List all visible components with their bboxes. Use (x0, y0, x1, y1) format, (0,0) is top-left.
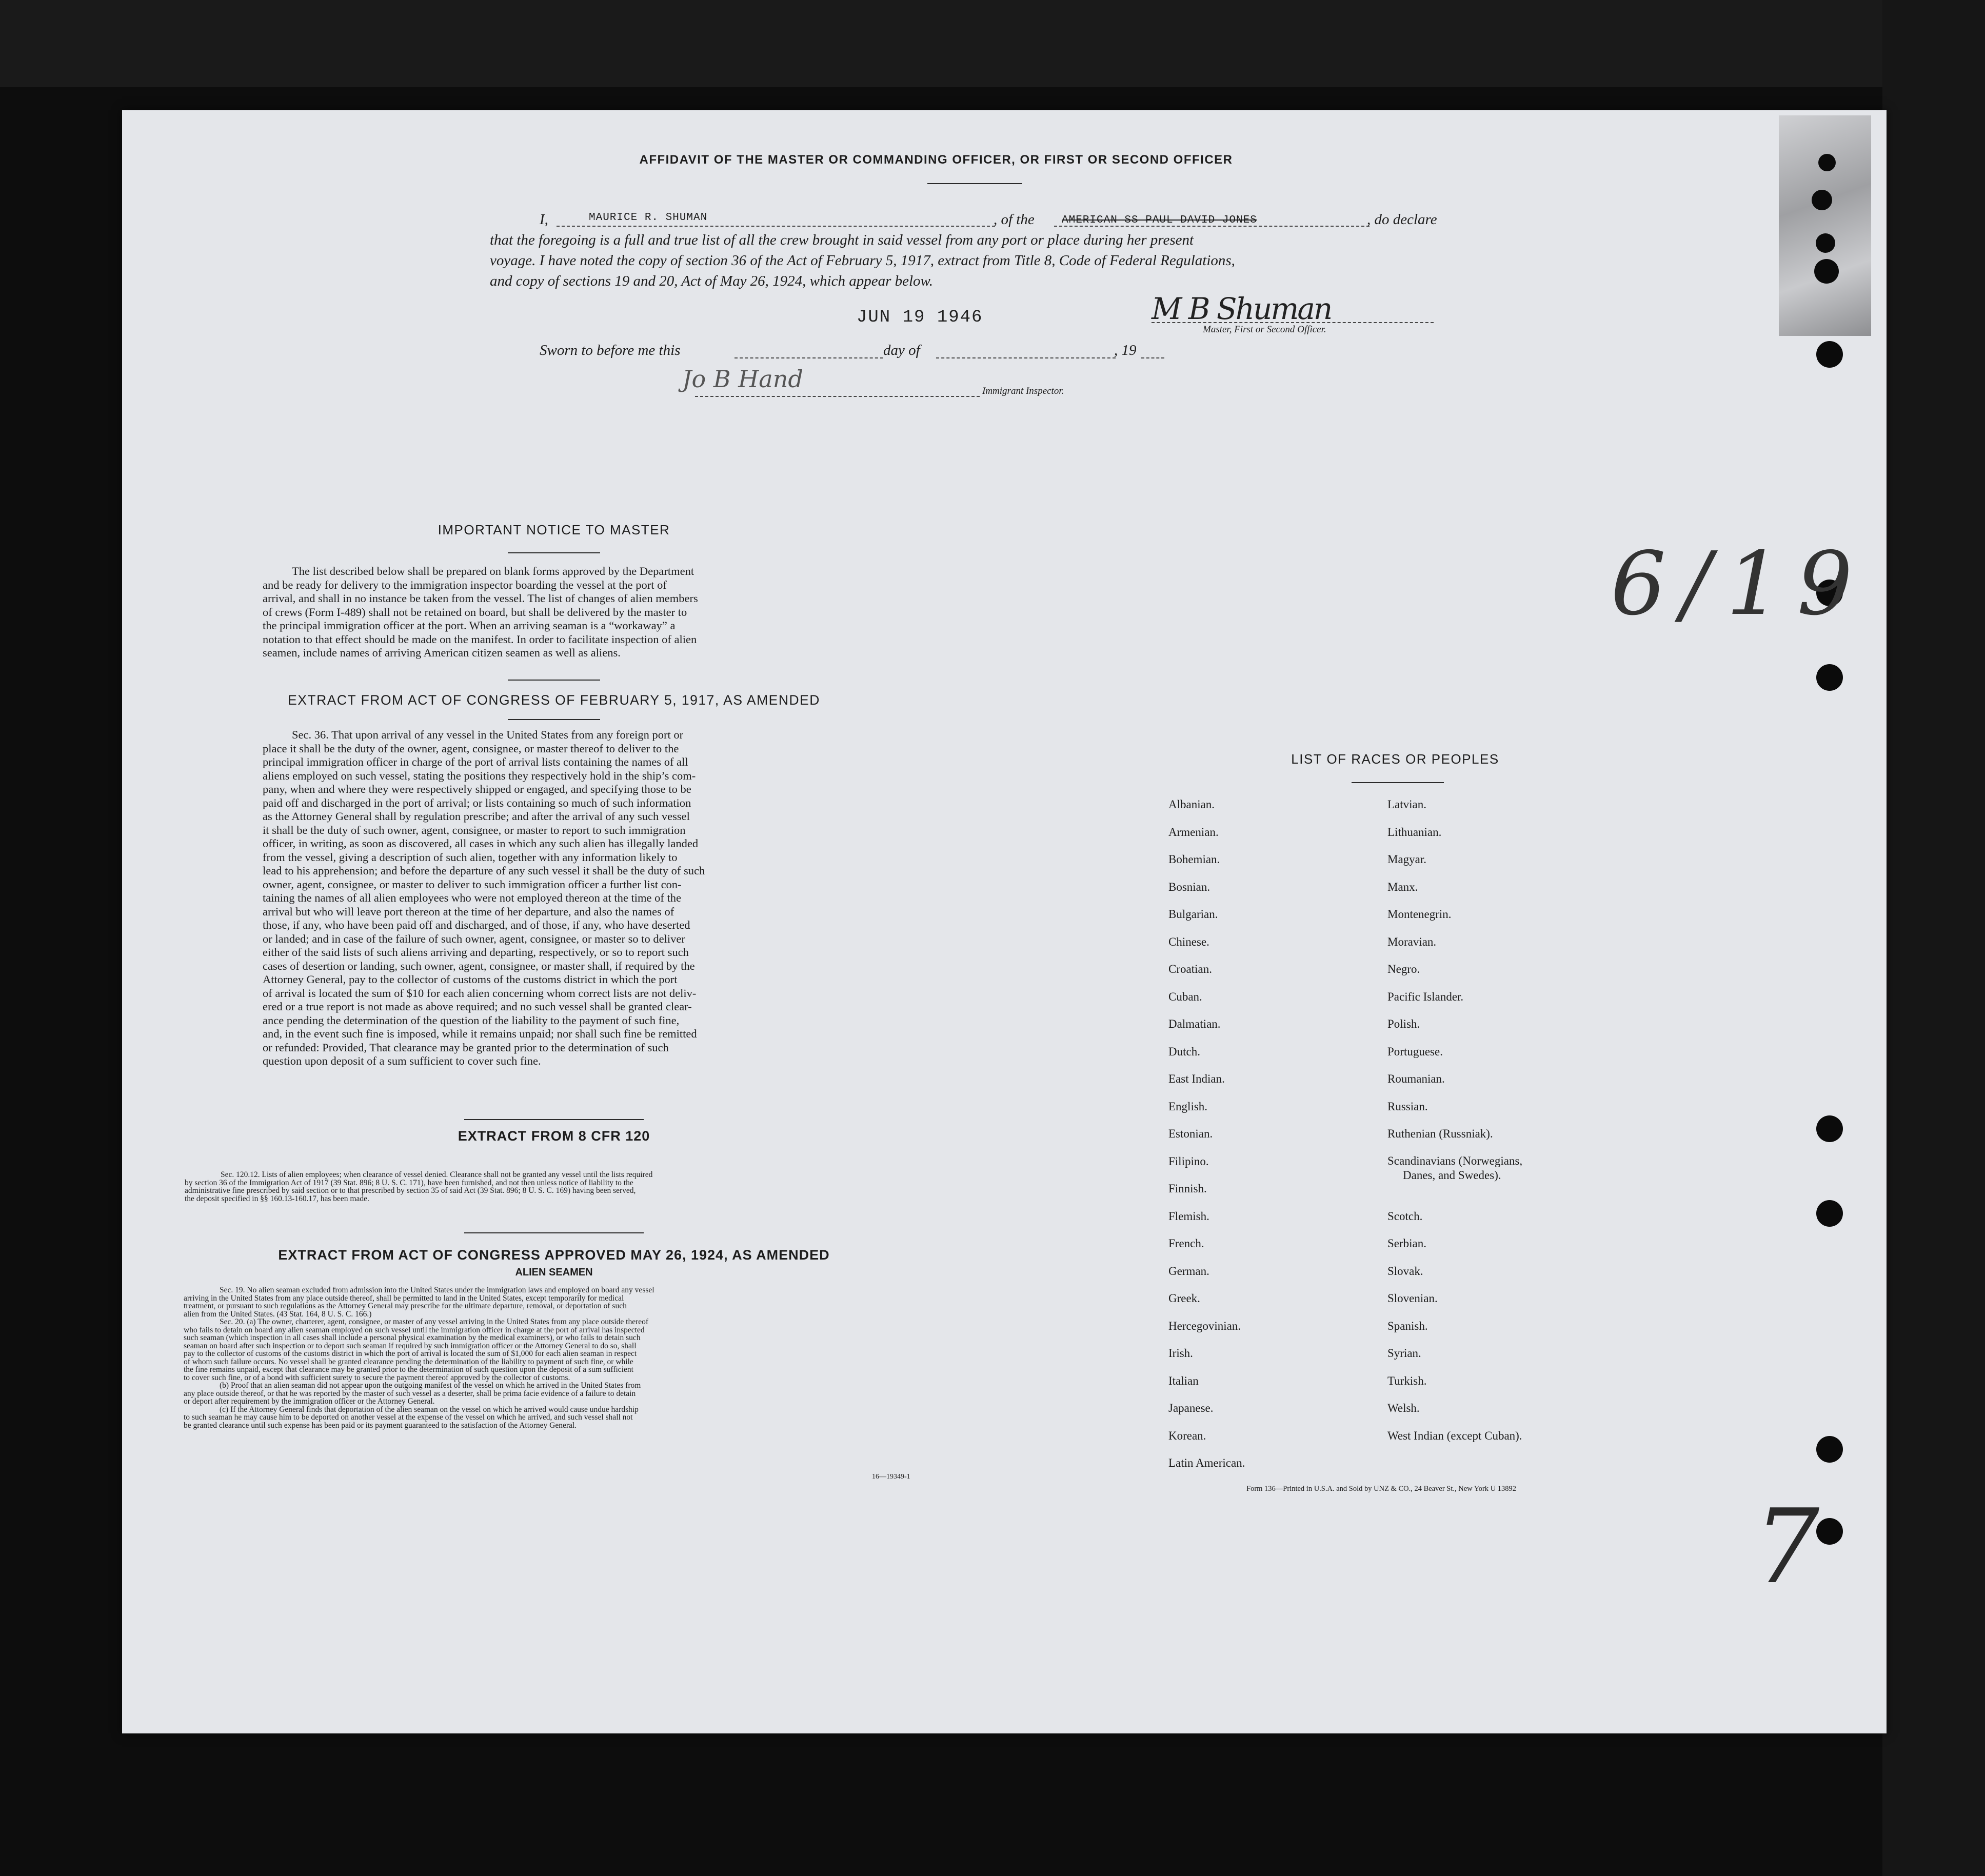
extract-cfr-body (185, 1171, 931, 1203)
notice-separator (508, 680, 600, 681)
race-item: Filipino. (1168, 1154, 1209, 1168)
race-item: Greek. (1168, 1292, 1200, 1305)
race-item: Polish. (1387, 1017, 1420, 1030)
signature-caption: Master, First or Second Officer. (1203, 324, 1326, 335)
race-item: Finnish. (1168, 1182, 1207, 1195)
signature-line (1152, 322, 1434, 323)
extract-1917-line: officer, in writing, as soon as discovered, all cases in which any such alien has illegally landed (263, 837, 699, 850)
race-item: Latvian. (1387, 798, 1426, 811)
punch-hole (1816, 1518, 1843, 1545)
race-item: Cuban. (1168, 990, 1202, 1003)
race-item: Japanese. (1168, 1402, 1214, 1414)
race-item-multiline (1387, 1148, 1522, 1203)
extract-1924-line: Sec. 20. (a) The owner, charterer, agent, consignee, or master of any vessel arriving in the United States from any place outside thereof (220, 1318, 649, 1326)
punch-hole (1818, 154, 1836, 171)
punch-hole (1816, 664, 1843, 691)
extract-1917-line: from the vessel, giving a description of such alien, together with any information likely to (263, 850, 678, 864)
notice-line: arrival, and shall in no instance be taken from the vessel. The list of changes of alien members (263, 592, 698, 605)
extract-1917-line: Sec. 36. That upon arrival of any vessel in the United States from any foreign port or (292, 728, 684, 741)
extract-1917-line: pany, when and where they were respectively shipped or engaged, and specifying those to be (263, 783, 691, 795)
form-number: 16—19349-1 (872, 1473, 910, 1481)
declaration-do-declare: , do declare (1367, 211, 1437, 228)
extract-1917-line: paid off and discharged in the port of arrival; or lists containing so much of such information (263, 796, 691, 809)
notice-line: seamen, include names of arriving American citizen seamen as well as aliens. (263, 646, 621, 659)
extract-1924-line: be granted clearance until such expense has been paid or its payment guaranteed to the satisfaction of the Attorney General. (184, 1421, 577, 1430)
extract-1924-line: or deport after requirement by the immigration officer or the Attorney General. (184, 1397, 435, 1406)
master-name: MAURICE R. SHUMAN (589, 212, 708, 224)
extract-1917-line: of arrival is located the sum of $10 for each alien concerning whom correct lists are not deliv- (263, 986, 697, 1000)
race-item: Magyar. (1387, 853, 1427, 866)
race-item: Turkish. (1387, 1374, 1427, 1387)
extract-1917-line: ance pending the determination of the question of the liability to the payment of such fine, (263, 1013, 680, 1027)
race-item: Portuguese. (1387, 1045, 1443, 1058)
extract-cfr-line: the deposit specified in §§ 160.13-160.17, has been made. (185, 1194, 369, 1203)
declaration-of-the: , of the (994, 211, 1035, 228)
races-left-column (1168, 791, 1245, 1477)
race-item: Dutch. (1168, 1045, 1200, 1058)
handwritten-page-number: 6/19 (1611, 533, 1868, 635)
race-item: Montenegrin. (1387, 908, 1452, 921)
extract-1924-line: seaman on board after such inspection or to deport such seaman if required by such immigration officer or the Attorney General to do so, shall (184, 1341, 637, 1350)
title-underline (927, 183, 1022, 184)
race-item: Roumanian. (1387, 1072, 1445, 1085)
race-item: Croatian. (1168, 963, 1212, 975)
race-item: Ruthenian (Russniak). (1387, 1127, 1493, 1140)
sworn-day-of: day of (883, 342, 920, 358)
extract-1924-line: to such seaman he may cause him to be deported on another vessel at the expense of the vessel on which he arrived, and such vessel shall not (184, 1413, 633, 1422)
race-item: Chinese. (1168, 935, 1209, 948)
date-stamp: JUN 19 1946 (857, 308, 983, 327)
scan-border-right (1882, 0, 1985, 1876)
notice-line: and be ready for delivery to the immigration inspector boarding the vessel at the port of (263, 578, 667, 591)
extract-1924-line: alien from the United States. (43 Stat. 164, 8 U. S. C. 166.) (184, 1309, 372, 1319)
extract-1924-line: pay to the collector of customs of the customs district in which the port of arrival is located the sum of $1,000 for each alien seaman in respect (184, 1349, 637, 1358)
race-item: Syrian. (1387, 1347, 1421, 1360)
race-item: Slovak. (1387, 1264, 1423, 1278)
extract-1924-line: Sec. 19. No alien seaman excluded from admission into the United States under the immigration laws and employed on board any vessel (220, 1286, 654, 1294)
extract-1917-title: EXTRACT FROM ACT OF CONGRESS OF FEBRUARY 5, 1917, AS AMENDED (288, 692, 820, 708)
declaration-line-4: and copy of sections 19 and 20, Act of May 26, 1924, which appear below. (490, 273, 933, 289)
punch-hole (1816, 1200, 1843, 1227)
race-item: Estonian. (1168, 1127, 1213, 1140)
race-item: Slovenian. (1387, 1292, 1438, 1305)
scan-border-top (0, 0, 1985, 87)
sworn-month-line (936, 357, 1116, 358)
race-item: Serbian. (1387, 1237, 1427, 1250)
race-item: Pacific Islander. (1387, 990, 1464, 1003)
extract-1917-line: either of the said lists of such aliens arriving and departing, respectively, or so to report such (263, 946, 689, 959)
extract-cfr-line: Sec. 120.12. Lists of alien employees; when clearance of vessel denied. Clearance shall not be granted any vessel until the lists required (221, 1170, 653, 1179)
extract-1917-body (263, 728, 849, 1068)
extract-1917-underline (508, 719, 600, 720)
race-item: East Indian. (1168, 1072, 1225, 1085)
race-item: Albanian. (1168, 798, 1215, 811)
notice-body (263, 565, 850, 660)
race-item: Scotch. (1387, 1209, 1423, 1223)
punch-hole (1812, 190, 1832, 210)
race-item: Manx. (1387, 880, 1418, 893)
notice-line: the principal immigration officer at the port. When an arriving seaman is a “workaway” a (263, 619, 676, 632)
torn-corner (1779, 115, 1871, 336)
race-item: Hercegovinian. (1168, 1319, 1241, 1332)
master-name-line (557, 226, 995, 227)
extract-1917-line: those, if any, who have been paid off and discharged, and of those, if any, who have deserted (263, 919, 690, 931)
races-title: LIST OF RACES OR PEOPLES (1291, 751, 1499, 767)
extract-1924-line: to cover such fine, or of a bond with sufficient surety to secure the payment thereof approved by the collector of customs. (184, 1373, 570, 1382)
race-item: Bohemian. (1168, 853, 1220, 866)
affidavit-title: AFFIDAVIT OF THE MASTER OR COMMANDING OFFICER, OR FIRST OR SECOND OFFICER (639, 153, 1233, 167)
master-signature: M B Shuman (1152, 291, 1332, 326)
extract-1917-line: it shall be the duty of such owner, agent, consignee, or master to report to such immigration (263, 823, 686, 836)
notice-line: notation to that effect should be made on the manifest. In order to facilitate inspection of alien (263, 632, 697, 646)
extract-1917-line: principal immigration officer in charge of the port of arrival lists containing the names of all (263, 755, 688, 768)
extract-1917-line: or landed; and in case of the failure of such owner, agent, consignee, or master so to deliver (263, 932, 685, 945)
extract-1917-line: cases of desertion or landing, such owner, agent, consignee, or master shall, if required by the (263, 959, 695, 972)
vessel-name (1062, 214, 1257, 226)
punch-hole (1816, 341, 1843, 368)
notice-underline (508, 552, 600, 553)
race-item: German. (1168, 1264, 1209, 1278)
extract-1924-body (184, 1286, 930, 1429)
notice-line: of crews (Form I-489) shall not be retained on board, but shall be delivered by the master to (263, 605, 687, 618)
printer-footer: Form 136—Printed in U.S.A. and Sold by UNZ & CO., 24 Beaver St., New York U 13892 (1246, 1485, 1517, 1493)
declaration-i: I, (540, 211, 548, 228)
race-item: Bosnian. (1168, 880, 1210, 893)
race-item: Bulgarian. (1168, 908, 1218, 921)
sworn-year-line (1141, 357, 1164, 358)
sworn-text: Sworn to before me this (540, 342, 681, 358)
race-item: Spanish. (1387, 1319, 1428, 1332)
extract-1917-line: place it shall be the duty of the owner, agent, consignee, or master thereof to deliver to the (263, 742, 679, 755)
race-item: West Indian (except Cuban). (1387, 1429, 1522, 1442)
declaration-line-3: voyage. I have noted the copy of section 36 of the Act of February 5, 1917, extract from Title 8, Code of Federal Regulations, (490, 252, 1235, 269)
extract-1917-line: owner, agent, consignee, or master to deliver to such immigration officer a further list con- (263, 877, 682, 891)
extract-1917-line: aliens employed on such vessel, stating the positions they respectively hold in the ship’s com- (263, 769, 696, 782)
notice-line: The list described below shall be prepared on blank forms approved by the Department (292, 565, 694, 577)
sworn-day-line (735, 357, 883, 358)
extract-1924-line: (c) If the Attorney General finds that deportation of the alien seaman on the vessel on which he arrived would cause undue hardship (220, 1405, 639, 1414)
inspector-signature: Jo B Hand (682, 365, 803, 393)
extract-1924-line: any place outside thereof, or that he was reported by the master of such vessel as a deserter, shall be prima facie evidence of a failure to detain (184, 1389, 636, 1398)
race-item: Russian. (1387, 1100, 1428, 1113)
race-item: Italian (1168, 1374, 1199, 1387)
punch-hole (1816, 233, 1835, 253)
race-item: Negro. (1387, 963, 1420, 975)
extract-cfr-line: administrative fine prescribed by said section or to that prescribed by section 35 of said Act (39 Stat. 896; 8 U. S. C. 169) having been served, (185, 1186, 636, 1195)
inspector-caption: Immigrant Inspector. (982, 386, 1064, 396)
extract-1924-line: such seaman (which inspection in all cases shall include a personal physical examination by the medical examiners), or who fails to detain such (184, 1333, 641, 1342)
punch-hole (1814, 259, 1839, 284)
extract-1917-line: arrival but who will leave port thereon at the time of her departure, and also the names of (263, 905, 674, 918)
race-item: Lithuanian. (1387, 825, 1442, 839)
extract-1924-line: of whom such failure occurs. No vessel shall be granted clearance pending the determination of the liability to payment of such fine, or while (184, 1357, 633, 1366)
races-right-column (1387, 791, 1522, 1449)
handwritten-corner-mark: 7 (1754, 1487, 1820, 1607)
extract-1924-line: (b) Proof that an alien seaman did not appear upon the outgoing manifest of the vessel on which he arrived in the United States from (220, 1381, 641, 1390)
extract-1924-subtitle: ALIEN SEAMEN (515, 1267, 593, 1278)
race-item: Irish. (1168, 1347, 1193, 1360)
extract-cfr-title: EXTRACT FROM 8 CFR 120 (458, 1128, 650, 1144)
punch-hole (1816, 1115, 1843, 1142)
extract-1917-line: lead to his apprehension; and before the departure of any such vessel it shall be the duty of such (263, 864, 705, 877)
extract-1917-line: ered or a true report is not made as above required; and no such vessel shall be granted clear- (263, 1000, 692, 1013)
extract-1924-line: arriving in the United States from any place outside thereof, shall be permitted to land in the United States, except temporarily for medical (184, 1293, 624, 1303)
race-item: Moravian. (1387, 935, 1437, 948)
extract-1917-line: and, in the event such fine is imposed, while it remains unpaid; nor shall such fine be remitted (263, 1027, 697, 1040)
race-item: Armenian. (1168, 825, 1219, 839)
extract-cfr-line: by section 36 of the Immigration Act of 1917 (39 Stat. 896; 8 U. S. C. 171), have been furnished, and not then unless notice of liability to the (185, 1178, 633, 1187)
notice-title: IMPORTANT NOTICE TO MASTER (438, 522, 670, 537)
declaration-line-2: that the foregoing is a full and true list of all the crew brought in said vessel from any port or place during her present (490, 232, 1194, 248)
extract-1917-line: Attorney General, pay to the collector of customs of the customs district in which the port (263, 973, 678, 986)
sworn-year: , 19 (1114, 342, 1137, 358)
race-item: Scandinavians (Norwegians, (1387, 1154, 1523, 1167)
inspector-line (695, 396, 980, 397)
extract-1917-line: as the Attorney General shall by regulation prescribe; and after the arrival of any such vessel (263, 810, 690, 823)
extract-1924-line: treatment, or pursuant to such regulations as the Attorney General may prescribe for the ultimate departure, removal, or deportation of such (184, 1302, 627, 1310)
extract-1924-line: the fine remains unpaid, except that clearance may be granted prior to the determination of such question upon the deposit of a sum sufficient (184, 1365, 633, 1374)
race-item: Latin American. (1168, 1456, 1245, 1469)
extract-1917-separator (464, 1119, 644, 1120)
race-item: Welsh. (1387, 1402, 1420, 1414)
extract-1924-line: who fails to detain on board any alien seaman employed on such vessel until the immigration officer in charge at the port of arrival has inspected (184, 1325, 645, 1334)
races-underline (1352, 782, 1444, 783)
race-item: Korean. (1168, 1429, 1206, 1442)
extract-1924-title: EXTRACT FROM ACT OF CONGRESS APPROVED MAY 26, 1924, AS AMENDED (278, 1247, 830, 1263)
race-item-cont: Danes, and Swedes). (1403, 1168, 1501, 1182)
extract-1917-line: taining the names of all alien employees who were not employed thereon at the time of the (263, 891, 681, 904)
extract-1917-line: question upon deposit of a sum sufficient to cover such fine. (263, 1054, 541, 1067)
vessel-name-text: AMERICAN SS PAUL DAVID JONES (1062, 214, 1257, 226)
race-item: Flemish. (1168, 1209, 1209, 1223)
punch-hole (1816, 1436, 1843, 1463)
extract-1917-line: or refunded: Provided, That clearance may be granted prior to the determination of such (263, 1041, 669, 1054)
race-item: French. (1168, 1237, 1204, 1250)
extract-cfr-separator (464, 1232, 644, 1233)
race-item: Dalmatian. (1168, 1017, 1221, 1030)
race-item: English. (1168, 1100, 1208, 1113)
